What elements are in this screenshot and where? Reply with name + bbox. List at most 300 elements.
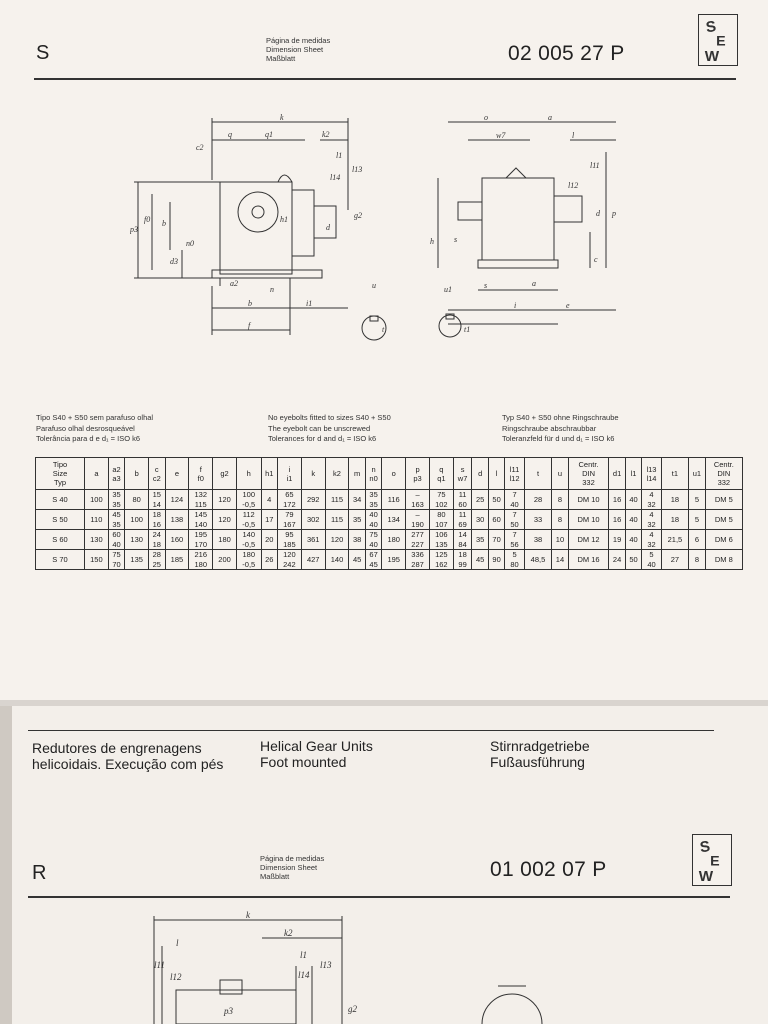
table-cell: 302 — [301, 510, 325, 530]
svg-text:g2: g2 — [354, 211, 362, 220]
table-cell-line: 56 — [510, 539, 519, 549]
table-cell — [365, 530, 381, 550]
table-cell-line: 40 — [369, 510, 378, 519]
svg-text:d: d — [326, 223, 330, 232]
table-cell — [406, 550, 430, 570]
table-cell — [277, 490, 301, 510]
table-cell: 180 — [213, 530, 237, 550]
table-header-cell — [125, 458, 149, 490]
table-header-line: d1 — [612, 469, 622, 478]
table-header-cell — [625, 458, 641, 490]
table-header-line: h1 — [265, 469, 274, 478]
table-cell: 24 — [609, 550, 625, 570]
svg-text:d3: d3 — [170, 257, 178, 266]
svg-text:E: E — [716, 33, 726, 50]
table-header-line: Size — [52, 469, 68, 478]
table-cell-line: -0,5 — [242, 499, 256, 509]
notes-english: No eyebolts fitted to sizes S40 + S50 The eyebolt can be unscrewed Tolerances for d and d₁ = ISO k6 — [268, 413, 391, 443]
table-header-line: m — [354, 469, 361, 478]
table-header-line: k — [311, 469, 316, 478]
svg-text:l12: l12 — [568, 181, 579, 190]
table-header-line: p — [415, 464, 420, 474]
table-header-cell — [149, 458, 165, 490]
table-cell-line: 140 — [242, 530, 255, 539]
table-cell-line: 35 — [369, 499, 378, 509]
svg-text:l12: l12 — [170, 972, 182, 982]
table-cell: 195 — [382, 550, 406, 570]
table-cell: 427 — [301, 550, 325, 570]
svg-text:a: a — [548, 113, 552, 122]
table-cell: 5 — [689, 510, 705, 530]
table-cell — [189, 530, 213, 550]
table-cell-line: 95 — [285, 530, 294, 539]
table-header-line: 332 — [582, 478, 595, 487]
svg-text:n: n — [270, 285, 274, 294]
caption-english: Helical Gear Units Foot mounted — [260, 738, 373, 770]
table-cell-line: 112 — [242, 510, 255, 519]
gear-unit-front-view — [420, 112, 640, 352]
sheet-letter: S — [36, 42, 50, 64]
table-cell-line: 4 — [649, 510, 654, 519]
svg-text:l: l — [572, 131, 575, 140]
table-row — [36, 550, 743, 570]
sheet-subtitle: Página de medidas Dimension Sheet Maßblatt — [260, 854, 325, 881]
table-cell — [365, 550, 381, 570]
table-cell: 140 — [325, 550, 349, 570]
table-cell-line: 45 — [112, 510, 121, 519]
table-cell-line: 277 — [411, 530, 424, 539]
svg-text:S: S — [698, 838, 712, 857]
table-cell-line: 172 — [283, 499, 296, 509]
table-cell: 361 — [301, 530, 325, 550]
table-header-cell — [689, 458, 705, 490]
table-cell-line: 75 — [437, 490, 446, 499]
table-cell: 100 — [85, 490, 109, 510]
table-header-line: h — [246, 469, 251, 478]
svg-text:W: W — [704, 47, 720, 65]
table-cell: DM 5 — [705, 490, 742, 510]
table-cell — [236, 530, 261, 550]
svg-text:p3: p3 — [130, 225, 138, 234]
table-cell: 120 — [213, 490, 237, 510]
table-header-cell — [524, 458, 552, 490]
table-cell-line: 70 — [112, 559, 121, 569]
table-cell — [189, 550, 213, 570]
table-cell: 28 — [524, 490, 552, 510]
table-cell: 45 — [472, 550, 488, 570]
table-header-cell — [406, 458, 430, 490]
table-cell-line: 45 — [369, 559, 378, 569]
svg-text:l11: l11 — [590, 161, 600, 170]
table-cell — [189, 490, 213, 510]
table-header-line: DIN — [717, 469, 731, 478]
table-cell: 116 — [382, 490, 406, 510]
table-cell-line: 16 — [152, 519, 161, 529]
table-cell — [108, 550, 124, 570]
table-cell: S 60 — [36, 530, 85, 550]
table-cell — [236, 550, 261, 570]
table-cell-line: 287 — [411, 559, 424, 569]
table-cell-line: 242 — [283, 559, 296, 569]
svg-text:w7: w7 — [496, 131, 506, 140]
table-cell-line: 216 — [194, 550, 207, 559]
table-cell: 33 — [524, 510, 552, 530]
table-cell — [505, 490, 524, 510]
table-cell — [429, 510, 453, 530]
svg-text:l: l — [176, 938, 179, 948]
svg-text:l13: l13 — [320, 960, 332, 970]
table-cell-line: 67 — [369, 550, 378, 559]
table-header-cell — [488, 458, 504, 490]
table-cell-line: 14 — [152, 499, 161, 509]
table-header-line: b — [134, 469, 139, 478]
table-cell: 200 — [213, 550, 237, 570]
dimension-table — [35, 457, 743, 570]
table-header-line: f — [199, 464, 202, 474]
table-header-line: p3 — [413, 473, 422, 483]
table-row — [36, 530, 743, 550]
table-cell-line: 40 — [369, 539, 378, 549]
table-header-cell — [189, 458, 213, 490]
table-cell-line: 18 — [152, 539, 161, 549]
table-cell-line: 100 — [242, 490, 255, 499]
table-cell — [365, 490, 381, 510]
table-cell — [149, 550, 165, 570]
table-cell: 130 — [125, 530, 149, 550]
caption-german: Stirnradgetriebe Fußausführung — [490, 738, 590, 770]
svg-text:n0: n0 — [186, 239, 194, 248]
table-cell: 90 — [488, 550, 504, 570]
header-rule — [34, 78, 736, 80]
svg-text:k2: k2 — [322, 130, 330, 139]
table-cell-line: 227 — [411, 539, 424, 549]
table-header-cell — [505, 458, 524, 490]
table-cell: 150 — [85, 550, 109, 570]
table-cell-line: 18 — [458, 550, 467, 559]
svg-text:i: i — [514, 301, 517, 310]
notes-portuguese: Tipo S40 + S50 sem parafuso olhal Parafuso olhal desrosqueável Tolerância para d e d₁ = ISO k6 — [36, 413, 154, 443]
table-cell-line: -0,5 — [242, 559, 256, 569]
svg-text:t1: t1 — [464, 325, 471, 334]
table-cell-line: 35 — [112, 490, 121, 499]
table-cell-line: – — [415, 490, 420, 499]
table-cell: 40 — [625, 490, 641, 510]
table-cell-line: 7 — [512, 510, 517, 519]
table-header-cell — [261, 458, 277, 490]
table-cell-line: 75 — [112, 550, 121, 559]
table-cell-line: 84 — [458, 539, 467, 549]
svg-text:t: t — [382, 325, 385, 334]
table-cell: 4 — [261, 490, 277, 510]
table-cell: DM 10 — [568, 490, 609, 510]
table-cell: DM 12 — [568, 530, 609, 550]
table-cell — [236, 510, 261, 530]
table-cell: 115 — [325, 510, 349, 530]
table-cell: S 40 — [36, 490, 85, 510]
table-cell: 20 — [261, 530, 277, 550]
table-header-cell — [213, 458, 237, 490]
table-cell-line: 99 — [458, 559, 467, 569]
table-cell-line: 50 — [510, 519, 519, 529]
table-cell — [642, 550, 661, 570]
table-cell-line: -0,5 — [242, 519, 256, 529]
table-cell: 8 — [689, 550, 705, 570]
sheet-letter: R — [32, 862, 47, 884]
dimension-sheet-r — [12, 706, 768, 1024]
table-header-cell — [382, 458, 406, 490]
table-cell: 180 — [382, 530, 406, 550]
table-cell-line: 167 — [283, 519, 296, 529]
table-cell-line: 40 — [369, 519, 378, 529]
table-header-line: s — [460, 464, 465, 474]
table-cell-line: – — [415, 510, 420, 519]
table-cell — [149, 530, 165, 550]
table-cell-line: 163 — [411, 499, 424, 509]
header-rule — [28, 896, 730, 898]
table-cell-line: 24 — [152, 530, 161, 539]
table-cell — [277, 550, 301, 570]
table-cell — [429, 530, 453, 550]
table-cell: 6 — [689, 530, 705, 550]
table-cell-line: 195 — [194, 530, 207, 539]
svg-text:c2: c2 — [196, 143, 204, 152]
table-cell: 34 — [349, 490, 365, 510]
svg-text:W: W — [698, 867, 714, 885]
table-cell: 115 — [325, 490, 349, 510]
table-header-cell — [108, 458, 124, 490]
table-header-line: l — [495, 469, 498, 478]
table-header-line: n — [371, 464, 376, 474]
table-cell — [642, 490, 661, 510]
table-cell-line: 115 — [194, 499, 207, 509]
page-edge — [0, 706, 12, 1024]
table-header-line: f0 — [197, 473, 204, 483]
table-cell: 138 — [165, 510, 189, 530]
table-header-line: d — [478, 469, 483, 478]
table-header-cell — [277, 458, 301, 490]
sheet-code: 01 002 07 P — [490, 858, 607, 881]
table-header-cell — [642, 458, 661, 490]
table-cell — [189, 510, 213, 530]
table-cell: 21,5 — [661, 530, 689, 550]
table-cell-line: 4 — [649, 530, 654, 539]
svg-text:l1: l1 — [336, 151, 343, 160]
table-header-line: t1 — [671, 469, 679, 478]
table-cell: 26 — [261, 550, 277, 570]
svg-text:f0: f0 — [144, 215, 151, 224]
svg-text:s: s — [484, 281, 488, 290]
table-cell: 50 — [488, 490, 504, 510]
table-cell-line: 185 — [283, 539, 296, 549]
table-cell: 160 — [165, 530, 189, 550]
table-cell: 185 — [165, 550, 189, 570]
table-header-cell — [552, 458, 568, 490]
table-cell-line: 7 — [512, 490, 517, 499]
svg-text:E: E — [710, 853, 720, 870]
table-header-line: a3 — [112, 473, 121, 483]
table-cell-line: 35 — [112, 519, 121, 529]
table-cell — [149, 510, 165, 530]
table-cell-line: 102 — [435, 499, 448, 509]
svg-text:q1: q1 — [265, 130, 273, 139]
svg-text:a2: a2 — [230, 279, 238, 288]
svg-text:b: b — [162, 219, 166, 228]
table-cell: 48,5 — [524, 550, 552, 570]
table-cell-line: 35 — [369, 490, 378, 499]
svg-text:l1: l1 — [300, 950, 308, 960]
table-cell-line: 32 — [647, 539, 656, 549]
table-cell-line: 79 — [285, 510, 294, 519]
table-header-line: t — [536, 469, 540, 478]
table-cell: DM 8 — [705, 550, 742, 570]
table-cell-line: 11 — [458, 510, 467, 519]
svg-text:k: k — [246, 910, 250, 920]
svg-text:l11: l11 — [154, 960, 165, 970]
table-header-line: k2 — [333, 469, 341, 478]
table-header-line: u1 — [692, 469, 702, 478]
table-cell — [277, 510, 301, 530]
table-cell-line: 120 — [283, 550, 296, 559]
table-cell-line: 35 — [112, 499, 121, 509]
table-header-line: Centr. — [578, 460, 599, 469]
table-header-line: o — [391, 469, 396, 478]
table-cell-line: 180 — [194, 559, 207, 569]
table-cell: 80 — [125, 490, 149, 510]
table-header-line: n0 — [369, 473, 378, 483]
table-cell-line: 32 — [647, 519, 656, 529]
sheet-code: 02 005 27 P — [508, 42, 625, 65]
table-header-cell — [453, 458, 472, 490]
table-cell: 135 — [125, 550, 149, 570]
table-cell-line: 162 — [435, 559, 448, 569]
table-cell-line: 80 — [510, 559, 519, 569]
table-cell: 8 — [552, 510, 568, 530]
table-cell-line: 40 — [510, 499, 519, 509]
table-cell — [406, 490, 430, 510]
table-header-line: Tipo — [52, 460, 68, 469]
table-header-cell — [349, 458, 365, 490]
table-cell: S 50 — [36, 510, 85, 530]
table-header-cell — [705, 458, 742, 490]
table-cell: 35 — [472, 530, 488, 550]
table-header-line: a — [94, 469, 99, 478]
table-cell-line: 15 — [152, 490, 161, 499]
svg-text:e: e — [566, 301, 570, 310]
svg-text:l14: l14 — [298, 970, 310, 980]
table-cell: 70 — [488, 530, 504, 550]
gear-unit-drawing-r — [132, 906, 632, 1024]
svg-text:d: d — [596, 209, 600, 218]
table-header-line: a2 — [112, 464, 121, 474]
table-cell: 25 — [472, 490, 488, 510]
caption-portuguese: Redutores de engrenagens helicoidais. Execução com pés — [32, 740, 224, 772]
table-cell: 100 — [125, 510, 149, 530]
table-cell-line: 5 — [649, 550, 654, 559]
table-cell: 5 — [689, 490, 705, 510]
table-header-line: e — [174, 469, 180, 478]
table-header-line: l13 — [646, 464, 657, 474]
svg-text:o: o — [484, 113, 488, 122]
table-header-line: g2 — [220, 469, 229, 478]
svg-text:S: S — [704, 18, 718, 37]
table-header-line: 332 — [717, 478, 731, 487]
table-header-line: c — [154, 464, 159, 474]
table-cell-line: 14 — [458, 530, 467, 539]
table-header-cell — [165, 458, 189, 490]
table-cell: 18 — [661, 510, 689, 530]
table-header-cell — [236, 458, 261, 490]
table-cell-line: 106 — [435, 530, 448, 539]
table-header-row — [36, 458, 743, 490]
table-header-line: i — [288, 464, 291, 474]
table-cell-line: 60 — [112, 530, 121, 539]
table-cell: 120 — [325, 530, 349, 550]
svg-text:q: q — [228, 130, 232, 139]
svg-text:k2: k2 — [284, 928, 293, 938]
table-header-line: l12 — [509, 473, 520, 483]
caption-rule — [28, 730, 714, 731]
table-header-line: DIN — [582, 469, 595, 478]
table-cell: 18 — [661, 490, 689, 510]
table-cell-line: 40 — [112, 539, 121, 549]
table-cell: 10 — [552, 530, 568, 550]
svg-text:u1: u1 — [444, 285, 452, 294]
table-header-cell — [568, 458, 609, 490]
table-cell-line: 190 — [411, 519, 424, 529]
table-cell-line: -0,5 — [242, 539, 256, 549]
table-cell — [453, 550, 472, 570]
table-cell: 120 — [213, 510, 237, 530]
svg-text:f: f — [248, 321, 251, 330]
gear-unit-side-view — [130, 110, 390, 350]
table-cell: DM 10 — [568, 510, 609, 530]
table-header-cell — [365, 458, 381, 490]
svg-text:h1: h1 — [280, 215, 288, 224]
table-cell: 40 — [625, 530, 641, 550]
table-cell — [406, 510, 430, 530]
table-cell — [406, 530, 430, 550]
table-cell: DM 5 — [705, 510, 742, 530]
table-cell-line: 28 — [152, 550, 161, 559]
table-cell: 38 — [524, 530, 552, 550]
table-body — [36, 490, 743, 570]
svg-text:i1: i1 — [306, 299, 313, 308]
table-cell-line: 69 — [458, 519, 467, 529]
table-cell: 292 — [301, 490, 325, 510]
table-cell: 8 — [552, 490, 568, 510]
table-cell — [505, 530, 524, 550]
table-cell-line: 18 — [152, 510, 161, 519]
table-cell-line: 11 — [458, 490, 467, 499]
table-header-cell — [36, 458, 85, 490]
table-cell-line: 145 — [194, 510, 207, 519]
table-cell: 19 — [609, 530, 625, 550]
table-header-line: l11 — [509, 464, 520, 474]
table-cell: 130 — [85, 530, 109, 550]
table-cell — [642, 530, 661, 550]
table-cell — [236, 490, 261, 510]
table-cell-line: 170 — [194, 539, 207, 549]
table-cell: 110 — [85, 510, 109, 530]
table-header-line: w7 — [457, 473, 468, 483]
svg-text:g2: g2 — [348, 1004, 357, 1014]
svg-text:u: u — [372, 281, 376, 290]
sew-logo — [692, 834, 732, 886]
table-cell-line: 4 — [649, 490, 654, 499]
table-cell — [108, 490, 124, 510]
table-cell: 60 — [488, 510, 504, 530]
table-cell-line: 140 — [194, 519, 207, 529]
